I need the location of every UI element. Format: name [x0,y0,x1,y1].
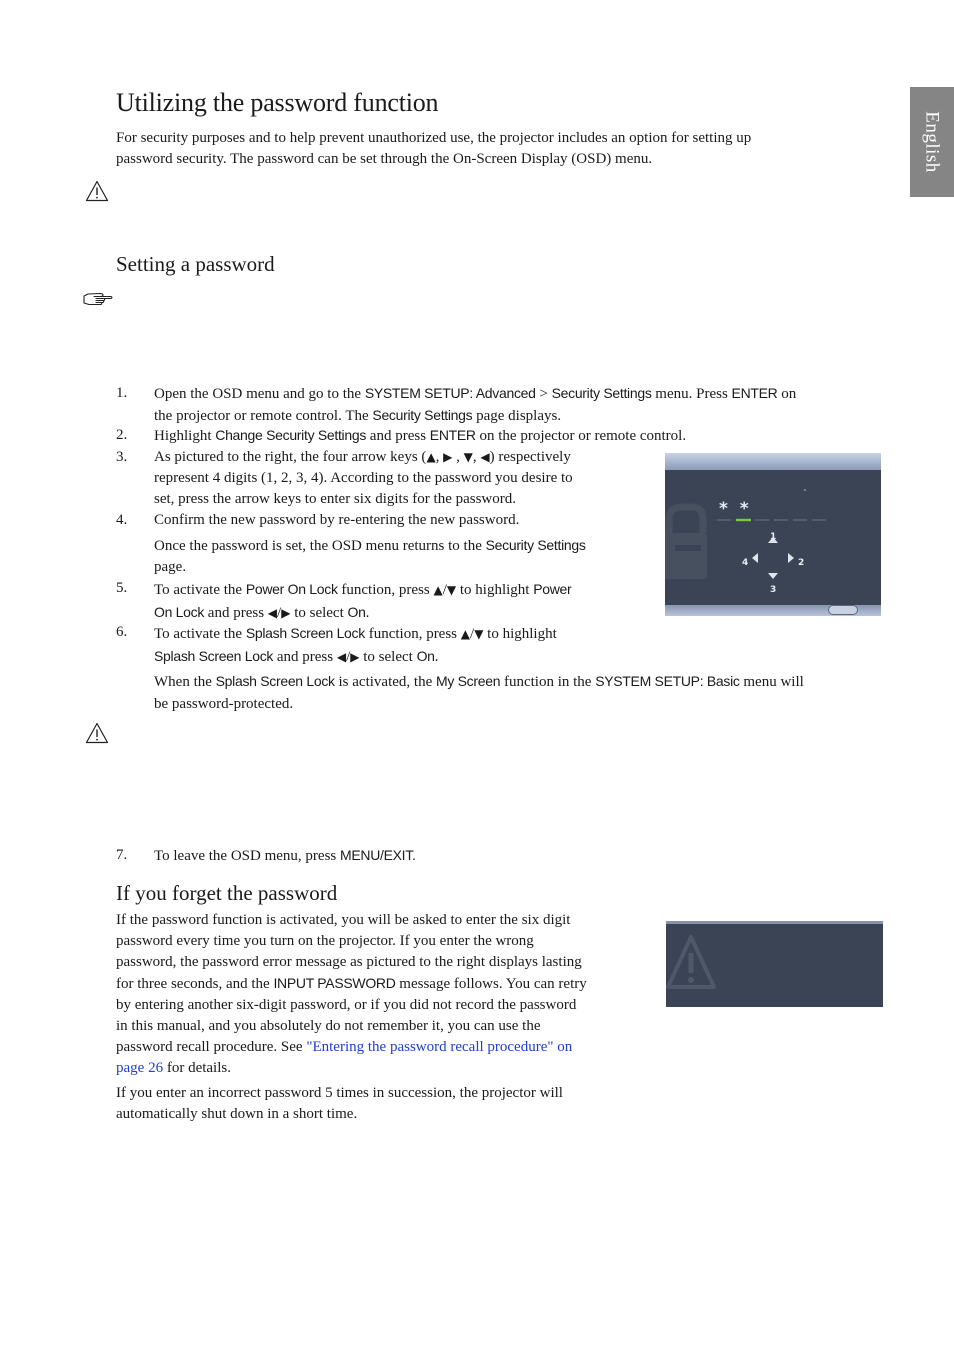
forget-line: for details. [163,1060,231,1076]
forget-line: by entering another six-digit password, or if you did not record the password [116,997,577,1013]
step-3: As pictured to the right, the four arrow keys (▲, ▶ , ▼, ◀) respectively represent 4 digits (1, 2, 3, 4). According to the password you desire to set, press the arrow keys to enter six digits for the password. [154,447,654,510]
step-1 [154,383,894,427]
ui-term: SYSTEM SETUP: Basic [595,673,740,689]
step-text: function, press [364,626,461,642]
ui-term: Security Settings [551,385,652,401]
step-text: To leave the OSD menu, press [154,848,340,864]
step-text: is activated, the [334,674,436,690]
step-text: To activate the [154,582,246,598]
step-number: 1. [116,385,128,401]
step-text: When the [154,674,216,690]
ui-term: INPUT PASSWORD [273,975,396,991]
ui-term: Power [533,581,572,597]
left-arrow-icon: ◀ [336,650,347,664]
osd-digit-right: 2 [798,558,805,568]
step-text: ) respectively [489,449,571,465]
ui-term: Splash Screen Lock [245,625,365,641]
step-text: menu will [739,674,804,690]
step-text: . [434,649,439,665]
step-text: . [365,605,370,621]
section-heading-forget: If you forget the password [116,881,338,905]
ui-term: Splash Screen Lock [154,648,274,664]
warning-icon [85,180,109,202]
step-text: to select [294,605,348,621]
ui-term: ENTER [429,427,476,443]
warning-icon [85,722,109,744]
ui-term: SYSTEM SETUP: Advanced [364,385,536,401]
forget-line: If you enter an incorrect password 5 times in succession, the projector will [116,1085,563,1101]
down-arrow-icon: ▼ [474,627,484,641]
page-26-link[interactable]: page 26 [116,1060,164,1076]
right-arrow-icon: ▶ [350,650,360,664]
forget-line: password, the password error message as pictured to the right displays lasting [116,954,582,970]
ui-term: Splash Screen Lock [215,673,335,689]
forget-line: for three seconds, and the [116,976,274,992]
step-text: > [535,386,552,402]
right-arrow-icon: ▶ [443,450,453,464]
step-text: set, press the arrow keys to enter six digits for the password. [154,491,517,507]
step-text: on the projector or remote control. [475,428,687,444]
up-arrow-icon: ▲ [426,450,436,464]
step-number: 2. [116,427,128,443]
osd-digit-up: 1 [770,532,777,542]
step-text: and press [204,605,268,621]
forget-line: message follows. You can retry [395,976,587,992]
step-text: and press [366,428,430,444]
step-text: on [777,386,797,402]
step-number: 6. [116,624,128,640]
language-tab-label: English [921,111,943,173]
pointing-hand-icon [82,288,114,308]
step-text: to highlight [456,582,534,598]
forget-line: automatically shut down in a short time. [116,1106,358,1122]
forget-line: If the password function is activated, you will be asked to enter the six digit [116,912,571,928]
page-title: Utilizing the password function [116,88,439,117]
left-arrow-icon: ◀ [267,606,278,620]
ui-term: On Lock [154,604,205,620]
section-heading-setting: Setting a password [116,252,275,276]
forget-line: in this manual, and you absolutely do not remember it, you can use the [116,1018,541,1034]
osd-exit-button [828,605,858,615]
up-arrow-icon: ▲ [460,627,471,641]
step-number: 5. [116,580,128,596]
osd-digit-left: 4 [742,558,749,568]
intro-line: password security. The password can be set through the On-Screen Display (OSD) menu. [116,151,653,167]
recall-procedure-link[interactable]: "Entering the password recall procedure" on [306,1039,573,1055]
down-arrow-icon: ▼ [446,583,457,597]
osd-password-screenshot [665,453,881,616]
step-text: To activate the [154,626,246,642]
step-text: represent 4 digits (1, 2, 3, 4). According to the password you desire to [154,470,573,486]
forget-line: password every time you turn on the projector. If you enter the wrong [116,933,534,949]
step-text: Open the OSD menu and go to the [154,386,365,402]
left-arrow-icon: ◀ [480,450,490,464]
step-5: To activate the Power On Lock function, press ▲/▼ to highlight Power On Lock and press ◀/▶ to select On. [154,581,572,621]
step-text: Confirm the new password by re-entering the new password. [154,512,520,528]
intro-line: For security purposes and to help prevent unauthorized use, the projector includes an option for setting up [116,130,752,146]
osd-password-mask: * * [719,499,752,519]
password-error-screenshot [666,921,883,1007]
ui-term: On [416,648,435,664]
intro-paragraph [116,128,861,170]
forget-paragraph [116,910,651,1125]
step-number: 7. [116,847,128,863]
down-arrow-icon: ▼ [463,450,473,464]
language-tab [910,87,954,197]
step-text: the projector or remote control. The [154,408,373,424]
error-title-bar [666,921,883,924]
step-6: To activate the Splash Screen Lock function, press ▲/▼ to highlight Splash Screen Lock and press ◀/▶ to select On. When the Splash Screen Lock is activated, the My Screen function in the SYSTEM SETUP: Basic menu will be password-protected. [154,622,894,715]
step-2 [154,425,894,447]
ui-term: On [347,604,366,620]
step-text: As pictured to the right, the four arrow keys ( [154,449,427,465]
step-number: 3. [116,449,128,465]
step-text: page displays. [472,408,562,424]
error-warning-icon [666,933,726,993]
ui-term: Security Settings [485,537,586,553]
osd-digit-down: 3 [770,585,777,595]
step-text: page. [154,559,187,575]
step-7 [154,845,894,867]
ui-term: ENTER [731,385,778,401]
step-text: Highlight [154,428,216,444]
ui-term: My Screen [435,673,501,689]
step-number: 4. [116,512,128,528]
ui-term: MENU/EXIT. [340,847,416,863]
step-text: menu. Press [651,386,732,402]
step-text: and press [273,649,337,665]
step-text: function, press [337,582,434,598]
forget-line: password recall procedure. See [116,1039,307,1055]
ui-term: Change Security Settings [215,427,367,443]
right-arrow-icon: ▶ [281,606,291,620]
step-4 [154,510,654,578]
step-text: Once the password is set, the OSD menu returns to the [154,538,486,554]
step-text: to highlight [483,626,557,642]
ui-term: Power On Lock [245,581,338,597]
step-text: to select [363,649,417,665]
step-text: be password-protected. [154,696,294,712]
ui-term: Security Settings [372,407,473,423]
step-text: function in the [500,674,596,690]
up-arrow-icon: ▲ [433,583,443,597]
